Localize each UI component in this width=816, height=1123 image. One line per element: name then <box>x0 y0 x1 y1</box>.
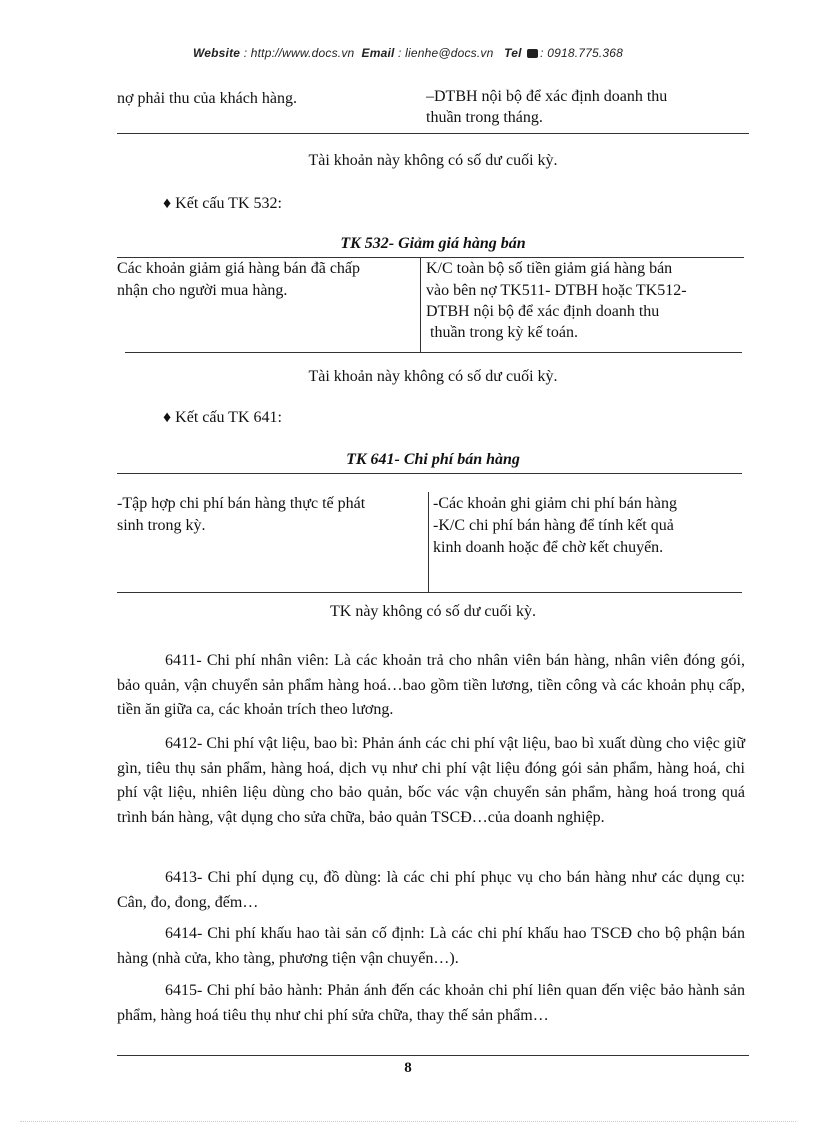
website-url[interactable]: http://www.docs.vn <box>250 46 355 60</box>
top-table-bottom-rule <box>117 133 749 134</box>
tk532-right-line2: vào bên nợ TK511- DTBH hoặc TK512- <box>426 282 687 299</box>
tk641-divider <box>428 492 429 592</box>
paragraph-6413-text: 6413- Chi phí dụng cụ, đồ dùng: là các chi phí phục vụ cho bán hàng như các dụng cụ: Cân, đo, đong, đếm… <box>117 869 745 911</box>
tk641-right-line3: kinh doanh hoặc để chờ kết chuyển. <box>433 539 664 556</box>
tk532-bottom-rule <box>125 352 742 353</box>
paragraph-6413 <box>117 866 745 915</box>
email-value[interactable]: lienhe@docs.vn <box>405 46 494 60</box>
note-no-balance-1: Tài khoản này không có số dư cuối kỳ. <box>308 152 558 169</box>
top-table-right-line2: thuần trong tháng. <box>426 109 543 126</box>
paragraph-6412 <box>117 732 745 830</box>
paragraph-6411-text: 6411- Chi phí nhân viên: Là các khoản trả cho nhân viên bán hàng, nhân viên đóng gói, bảo quản, vận chuyển sản phẩm hàng hoá…bao gồm tiền lương, tiền công và các khoản phụ cấp, tiền ăn giữa ca, các khoản trích theo lương. <box>117 652 745 718</box>
tk532-divider <box>420 257 421 352</box>
tk641-bottom-rule <box>117 592 742 593</box>
tk641-top-rule <box>117 473 742 474</box>
tk641-title: TK 641- Chi phí bán hàng <box>346 451 520 468</box>
tel-label: Tel <box>504 46 522 60</box>
tk641-left-line1: -Tập hợp chi phí bán hàng thực tế phát <box>117 495 366 512</box>
footer-rule <box>117 1055 749 1056</box>
tk532-right-line4: thuần trong kỳ kế toán. <box>426 324 578 341</box>
tel-value: : 0918.775.368 <box>540 46 624 60</box>
note-no-balance-2: Tài khoản này không có số dư cuối kỳ. <box>308 368 558 385</box>
website-label: Website <box>192 46 241 60</box>
tk532-left-line1: Các khoản giảm giá hàng bán đã chấp <box>117 260 361 277</box>
website-separator: : <box>240 46 251 60</box>
note-no-balance-3: TK này không có số dư cuối kỳ. <box>330 603 536 620</box>
tk641-right-line2: -K/C chi phí bán hàng để tính kết quả <box>433 517 674 534</box>
email-label: Email <box>361 46 395 60</box>
bullet-structure-641: ♦ Kết cấu TK 641: <box>163 409 282 426</box>
tk532-title: TK 532- Giảm giá hàng bán <box>340 235 526 252</box>
page-number: 8 <box>404 1060 412 1076</box>
paragraph-6414 <box>117 922 745 971</box>
paragraph-6415-text: 6415- Chi phí bảo hành: Phản ánh đến các khoản chi phí liên quan đến việc bảo hành sản phẩm, hàng hoá tiêu thụ như chi phí sửa chữa, thay thế sản phẩm… <box>117 982 745 1024</box>
bullet-structure-532: ♦ Kết cấu TK 532: <box>163 195 282 212</box>
paragraph-6411 <box>117 649 745 723</box>
phone-icon <box>527 49 538 58</box>
tk641-right-line1: -Các khoản ghi giảm chi phí bán hàng <box>433 495 677 512</box>
page-bottom-dotted-rule <box>20 1121 796 1122</box>
top-table-right-line1: –DTBH nội bộ để xác định doanh thu <box>426 88 668 105</box>
paragraph-6412-text: 6412- Chi phí vật liệu, bao bì: Phản ánh các chi phí vật liệu, bao bì xuất dùng cho việc giữ gìn, tiêu thụ sản phẩm, hàng hoá, dịch vụ như chi phí vật liệu đóng gói sản phẩm, hàng hoá, chi phí vật liệu, nhiên liệu dùng cho bảo quản, bốc vác vận chuyển sản phẩm, hàng hoá trong quá trình bán hàng, vật dụng cho sửa chữa, bảo quản TSCĐ…của doanh nghiệp. <box>117 735 745 826</box>
tk641-left-line2: sinh trong kỳ. <box>117 517 206 534</box>
tk532-left-line2: nhận cho người mua hàng. <box>117 282 288 299</box>
tk532-right-line1: K/C toàn bộ số tiền giảm giá hàng bán <box>426 260 673 277</box>
tk532-right-line3: DTBH nội bộ để xác định doanh thu <box>426 303 660 320</box>
paragraph-6414-text: 6414- Chi phí khấu hao tài sản cố định: Là các chi phí khấu hao TSCĐ cho bộ phận bán hàng (nhà cửa, kho tàng, phương tiện vận chuyển…). <box>117 925 745 967</box>
paragraph-6415 <box>117 979 745 1028</box>
page-header <box>0 46 816 60</box>
email-separator: : <box>394 46 406 60</box>
top-table-left: nợ phải thu của khách hàng. <box>117 90 297 107</box>
